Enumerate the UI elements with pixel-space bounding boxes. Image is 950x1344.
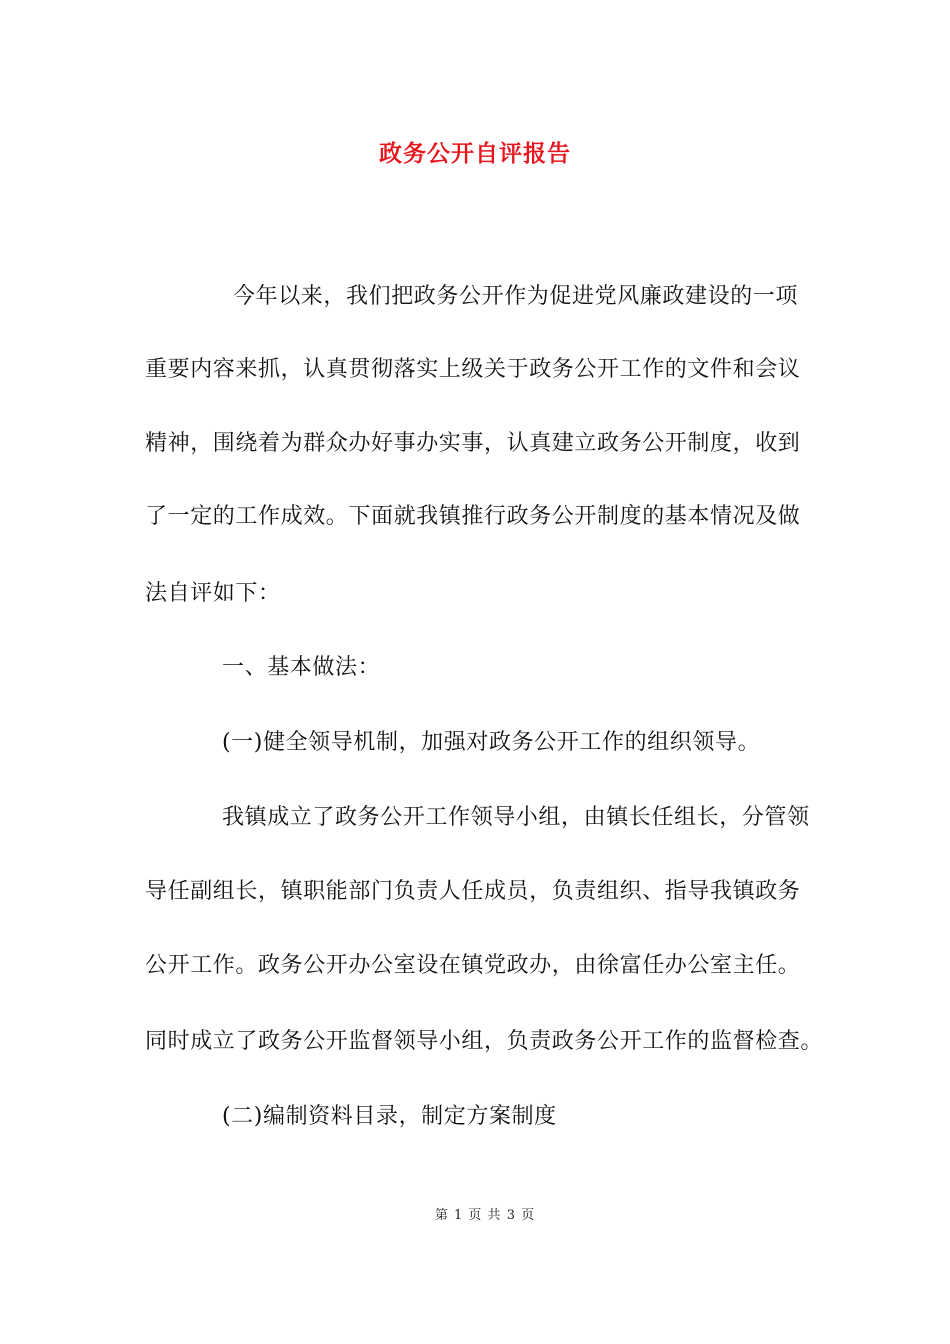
body-line: 同时成立了政务公开监督领导小组，负责政务公开工作的监督检查。 (145, 1029, 824, 1054)
body-line: 导任副组长，镇职能部门负责人任成员，负责组织、指导我镇政务 (145, 879, 801, 904)
body-line: 我镇成立了政务公开工作领导小组，由镇长任组长，分管领 (222, 805, 810, 830)
document-title: 政务公开自评报告 (379, 140, 571, 167)
body-line: 了一定的工作成效。下面就我镇推行政务公开制度的基本情况及做 (145, 504, 801, 529)
body-line: 法自评如下： (145, 581, 281, 606)
body-line: 重要内容来抓，认真贯彻落实上级关于政务公开工作的文件和会议 (145, 357, 801, 382)
subsection-heading: (一)健全领导机制，加强对政务公开工作的组织领导。 (222, 730, 761, 755)
body-line: 精神，围绕着为群众办好事办实事，认真建立政务公开制度，收到 (145, 431, 801, 456)
body-line: 公开工作。政务公开办公室设在镇党政办，由徐富任办公室主任。 (145, 953, 801, 978)
page-footer (0, 1206, 950, 1226)
subsection-heading: (二)编制资料目录，制定方案制度 (222, 1104, 557, 1129)
page-number: 第 1 页 共 3 页 (434, 1208, 536, 1223)
section-heading: 一、基本做法： (222, 655, 381, 680)
body-line: 今年以来，我们把政务公开作为促进党风廉政建设的一项 (233, 284, 799, 309)
